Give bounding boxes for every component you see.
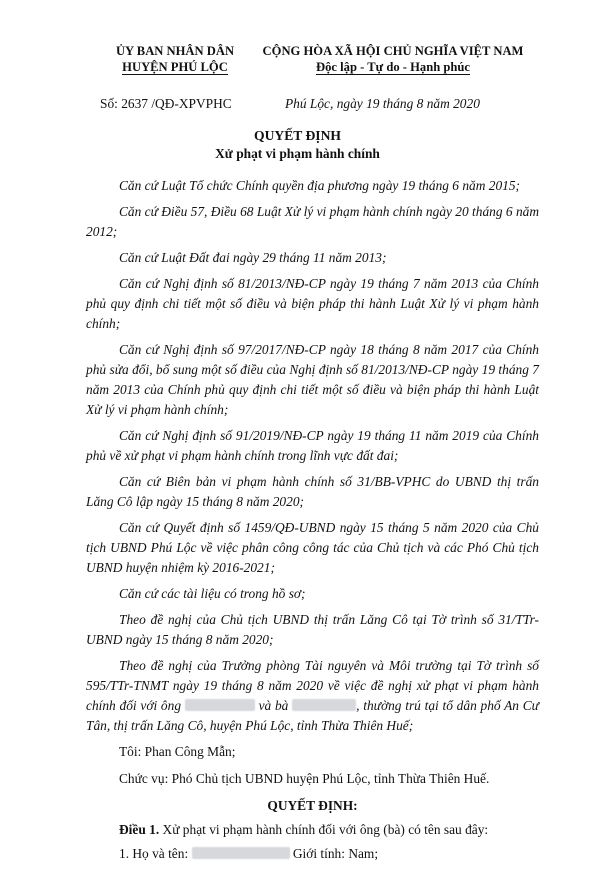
issuing-authority (80, 43, 270, 75)
item-1-label: 1. Họ và tên: (119, 846, 189, 861)
decision-heading: QUYẾT ĐỊNH: (267, 798, 358, 813)
redacted-name (192, 847, 290, 859)
position-line: Chức vụ: Phó Chủ tịch UBND huyện Phú Lộc, tỉnh Thừa Thiên Huế. (119, 771, 490, 786)
document-date: Phú Lộc, ngày 19 tháng 8 năm 2020 (285, 96, 480, 111)
proposal-text-1: Theo đề nghị của Trưởng phòng Tài nguyên và Môi trường tại Tờ trình số 595/TTr-TNMT ngày 19 tháng 8 năm 2020 về việc đề nghị xử phạt vi phạm hành chính đối với ông (86, 658, 539, 713)
proposal-text-3: , thường trú tại tổ dân phố An Cư Tân, thị trấn Lăng Cô, huyện Phú Lộc, tỉnh Thừa Thiên Huế; (86, 698, 539, 733)
document-title: QUYẾT ĐỊNH (254, 128, 341, 143)
document-body (86, 176, 539, 871)
article-1-label: Điều 1. (119, 822, 160, 837)
legal-basis-paragraph: Căn cứ Nghị định số 97/2017/NĐ-CP ngày 18 tháng 8 năm 2017 của Chính phủ sửa đổi, bổ sung một số điều của Nghị định số 81/2013/NĐ-CP ngày 19 tháng 7 năm 2013 của Chính phủ quy định chi tiết một số điều và biện pháp thi hành Luật Xử lý vi phạm hành chính; (86, 342, 539, 417)
article-1 (86, 820, 539, 840)
legal-basis-paragraph: Căn cứ các tài liệu có trong hồ sơ; (119, 586, 306, 601)
document-number: Số: 2637 /QĐ-XPVPHC (100, 96, 232, 111)
legal-basis-paragraph: Căn cứ Nghị định số 91/2019/NĐ-CP ngày 19 tháng 11 năm 2019 của Chính phủ về xử phạt vi phạm hành chính trong lĩnh vực đất đai; (86, 428, 539, 463)
legal-basis-paragraph: Căn cứ Biên bản vi phạm hành chính số 31/BB-VPHC do UBND thị trấn Lăng Cô lập ngày 15 tháng 8 năm 2020; (86, 474, 539, 509)
authority-line-1: ỦY BAN NHÂN DÂN (115, 44, 235, 58)
article-1-text: Xử phạt vi phạm hành chính đối với ông (bà) có tên sau đây: (159, 822, 489, 837)
item-1-gender: Giới tính: Nam; (289, 846, 379, 861)
legal-basis-paragraph: Theo đề nghị của Chủ tịch UBND thị trấn Lăng Cô tại Tờ trình số 31/TTr-UBND ngày 15 tháng 8 năm 2020; (86, 612, 539, 647)
legal-basis-paragraph: Căn cứ Luật Tổ chức Chính quyền địa phương ngày 19 tháng 6 năm 2015; (119, 178, 520, 193)
signer-line: Tôi: Phan Công Mẫn; (119, 744, 236, 759)
redacted-name (185, 699, 255, 711)
legal-basis-paragraph: Căn cứ Nghị định số 81/2013/NĐ-CP ngày 19 tháng 7 năm 2013 của Chính phủ quy định chi tiết một số điều và biện pháp thi hành Luật Xử lý vi phạm hành chính; (86, 276, 539, 331)
legal-basis-paragraph: Căn cứ Điều 57, Điều 68 Luật Xử lý vi phạm hành chính ngày 20 tháng 6 năm 2012; (86, 204, 540, 239)
legal-basis-paragraph: Căn cứ Quyết định số 1459/QĐ-UBND ngày 15 tháng 5 năm 2020 của Chủ tịch UBND Phú Lộc về việc phân công công tác của Chủ tịch và các Phó Chủ tịch UBND huyện nhiệm kỳ 2016-2021; (86, 520, 539, 575)
proposal-paragraph (86, 656, 539, 736)
national-motto (248, 43, 538, 75)
proposal-text-2: và bà (258, 698, 289, 713)
document-subtitle: Xử phạt vi phạm hành chính (215, 146, 380, 161)
authority-line-2: HUYỆN PHÚ LỘC (122, 60, 228, 74)
legal-basis-paragraph: Căn cứ Luật Đất đai ngày 29 tháng 11 năm 2013; (119, 250, 387, 265)
item-1 (86, 844, 539, 864)
motto-line: Độc lập - Tự do - Hạnh phúc (316, 60, 470, 74)
redacted-name (292, 699, 356, 711)
nation-name: CỘNG HÒA XÃ HỘI CHỦ NGHĨA VIỆT NAM (262, 44, 524, 58)
